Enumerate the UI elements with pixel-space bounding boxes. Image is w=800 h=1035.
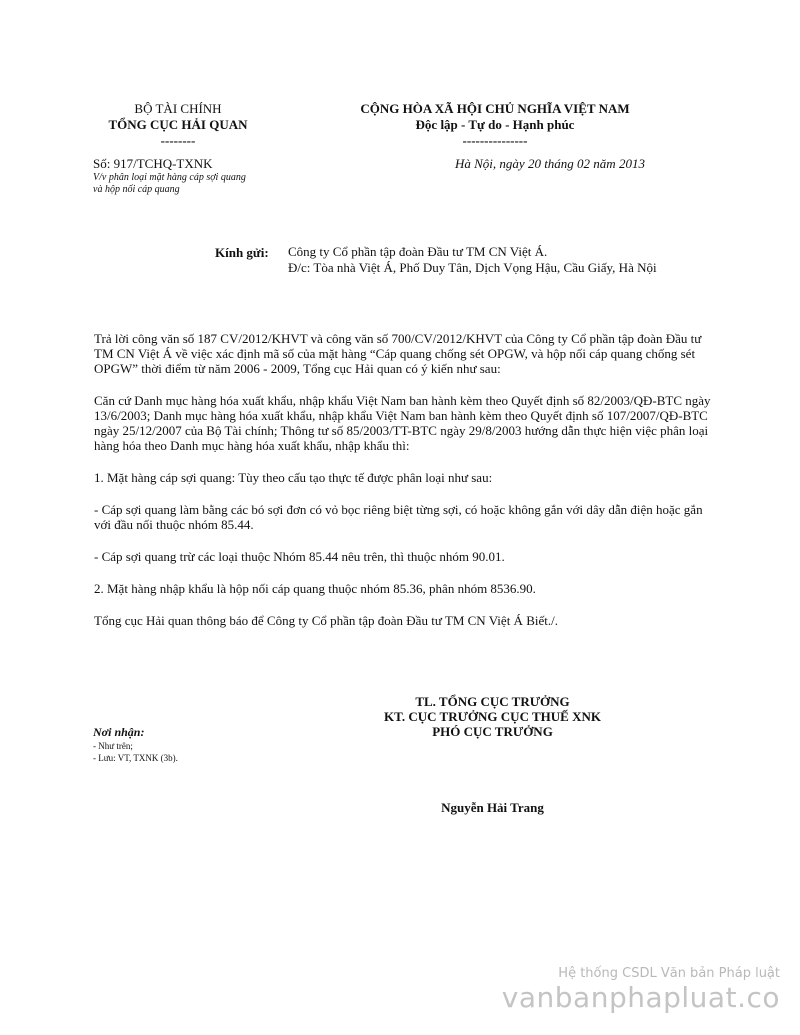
signer-name: Nguyễn Hải Trang bbox=[441, 800, 544, 815]
subject-line-2: và hộp nối cáp quang bbox=[93, 184, 180, 195]
recipients-list bbox=[93, 740, 178, 764]
body-paragraph-4: - Cáp sợi quang làm bằng các bó sợi đơn có vỏ bọc riêng biệt từng sợi, có hoặc không gắn với dây dẫn điện hoặc gắn với đầu nối thuộc nhóm 85.44. bbox=[94, 502, 703, 532]
signature-block bbox=[360, 694, 625, 739]
body-paragraph-7: Tổng cục Hải quan thông báo để Công ty Cổ phần tập đoàn Đầu tư TM CN Việt Á Biết./. bbox=[94, 613, 558, 628]
motto-rule: --------------- bbox=[462, 133, 528, 148]
body-paragraph-2: Căn cứ Danh mục hàng hóa xuất khẩu, nhập khẩu Việt Nam ban hành kèm theo Quyết định số 82/2003/QĐ-BTC ngày 13/6/2003; Danh mục hàng hóa xuất khẩu, nhập khẩu Việt Nam ban hành kèm theo Quyết định số 107/2007/QĐ-BTC ngày 25/12/2007 của Bộ Tài chính; Thông tư số 85/2003/TT-BTC ngày 29/8/2003 hướng dẫn thực hiện việc phân loại hàng hóa theo Danh mục hàng hóa xuất khẩu, nhập khẩu thì: bbox=[94, 393, 711, 453]
recipient-block bbox=[288, 244, 658, 276]
recipients-label: Nơi nhận: bbox=[93, 725, 145, 739]
body-paragraph-1: Trả lời công văn số 187 CV/2012/KHVT và công văn số 700/CV/2012/KHVT của Công ty Cổ phần tập đoàn Đầu tư TM CN Việt Á về việc xác định mã số của mặt hàng “Cáp quang chống sét OPGW, và hộp nối cáp quang chống sét OPGW” thời điểm từ năm 2006 - 2009, Tổng cục Hải quan có ý kiến như sau: bbox=[94, 331, 702, 376]
watermark-line-1: Hệ thống CSDL Văn bản Pháp luật bbox=[558, 966, 780, 981]
signature-line-2: KT. CỤC TRƯỞNG CỤC THUẾ XNK bbox=[384, 709, 601, 724]
signature-line-1: TL. TỔNG CỤC TRƯỞNG bbox=[415, 694, 570, 709]
body-paragraph-5: - Cáp sợi quang trừ các loại thuộc Nhóm 85.44 nêu trên, thì thuộc nhóm 90.01. bbox=[94, 549, 505, 564]
recipients-item-2: - Lưu: VT, TXNK (3b). bbox=[93, 753, 178, 763]
body-paragraph-6: 2. Mặt hàng nhập khẩu là hộp nối cáp quang thuộc nhóm 85.36, phân nhóm 8536.90. bbox=[94, 581, 536, 596]
national-title-block bbox=[300, 101, 690, 149]
document-subject bbox=[93, 172, 293, 196]
subject-line-1: V/v phân loại mặt hàng cáp sợi quang bbox=[93, 172, 246, 183]
signature-line-3: PHÓ CỤC TRƯỞNG bbox=[432, 724, 553, 739]
body-paragraph-3: 1. Mặt hàng cáp sợi quang: Tùy theo cấu tạo thực tế được phân loại như sau: bbox=[94, 470, 493, 485]
recipients-item-1: - Như trên; bbox=[93, 741, 133, 751]
issuing-agency-block bbox=[78, 101, 278, 149]
document-number: Số: 917/TCHQ-TXNK bbox=[93, 156, 213, 171]
recipient-name: Công ty Cổ phần tập đoàn Đầu tư TM CN Việt Á. bbox=[288, 244, 548, 259]
recipient-label: Kính gửi: bbox=[215, 245, 269, 260]
recipient-address: Đ/c: Tòa nhà Việt Á, Phố Duy Tân, Dịch Vọng Hậu, Cầu Giấy, Hà Nội bbox=[288, 260, 657, 275]
place-and-date: Hà Nội, ngày 20 tháng 02 năm 2013 bbox=[455, 156, 645, 171]
ministry-name: BỘ TÀI CHÍNH bbox=[134, 101, 222, 116]
nation-name: CỘNG HÒA XÃ HỘI CHỦ NGHĨA VIỆT NAM bbox=[360, 101, 630, 116]
national-motto: Độc lập - Tự do - Hạnh phúc bbox=[415, 117, 575, 132]
watermark-site: vanbanphapluat.co bbox=[501, 981, 780, 1014]
agency-rule: -------- bbox=[160, 133, 196, 148]
document-body bbox=[94, 331, 714, 645]
agency-name: TỔNG CỤC HẢI QUAN bbox=[108, 117, 248, 132]
